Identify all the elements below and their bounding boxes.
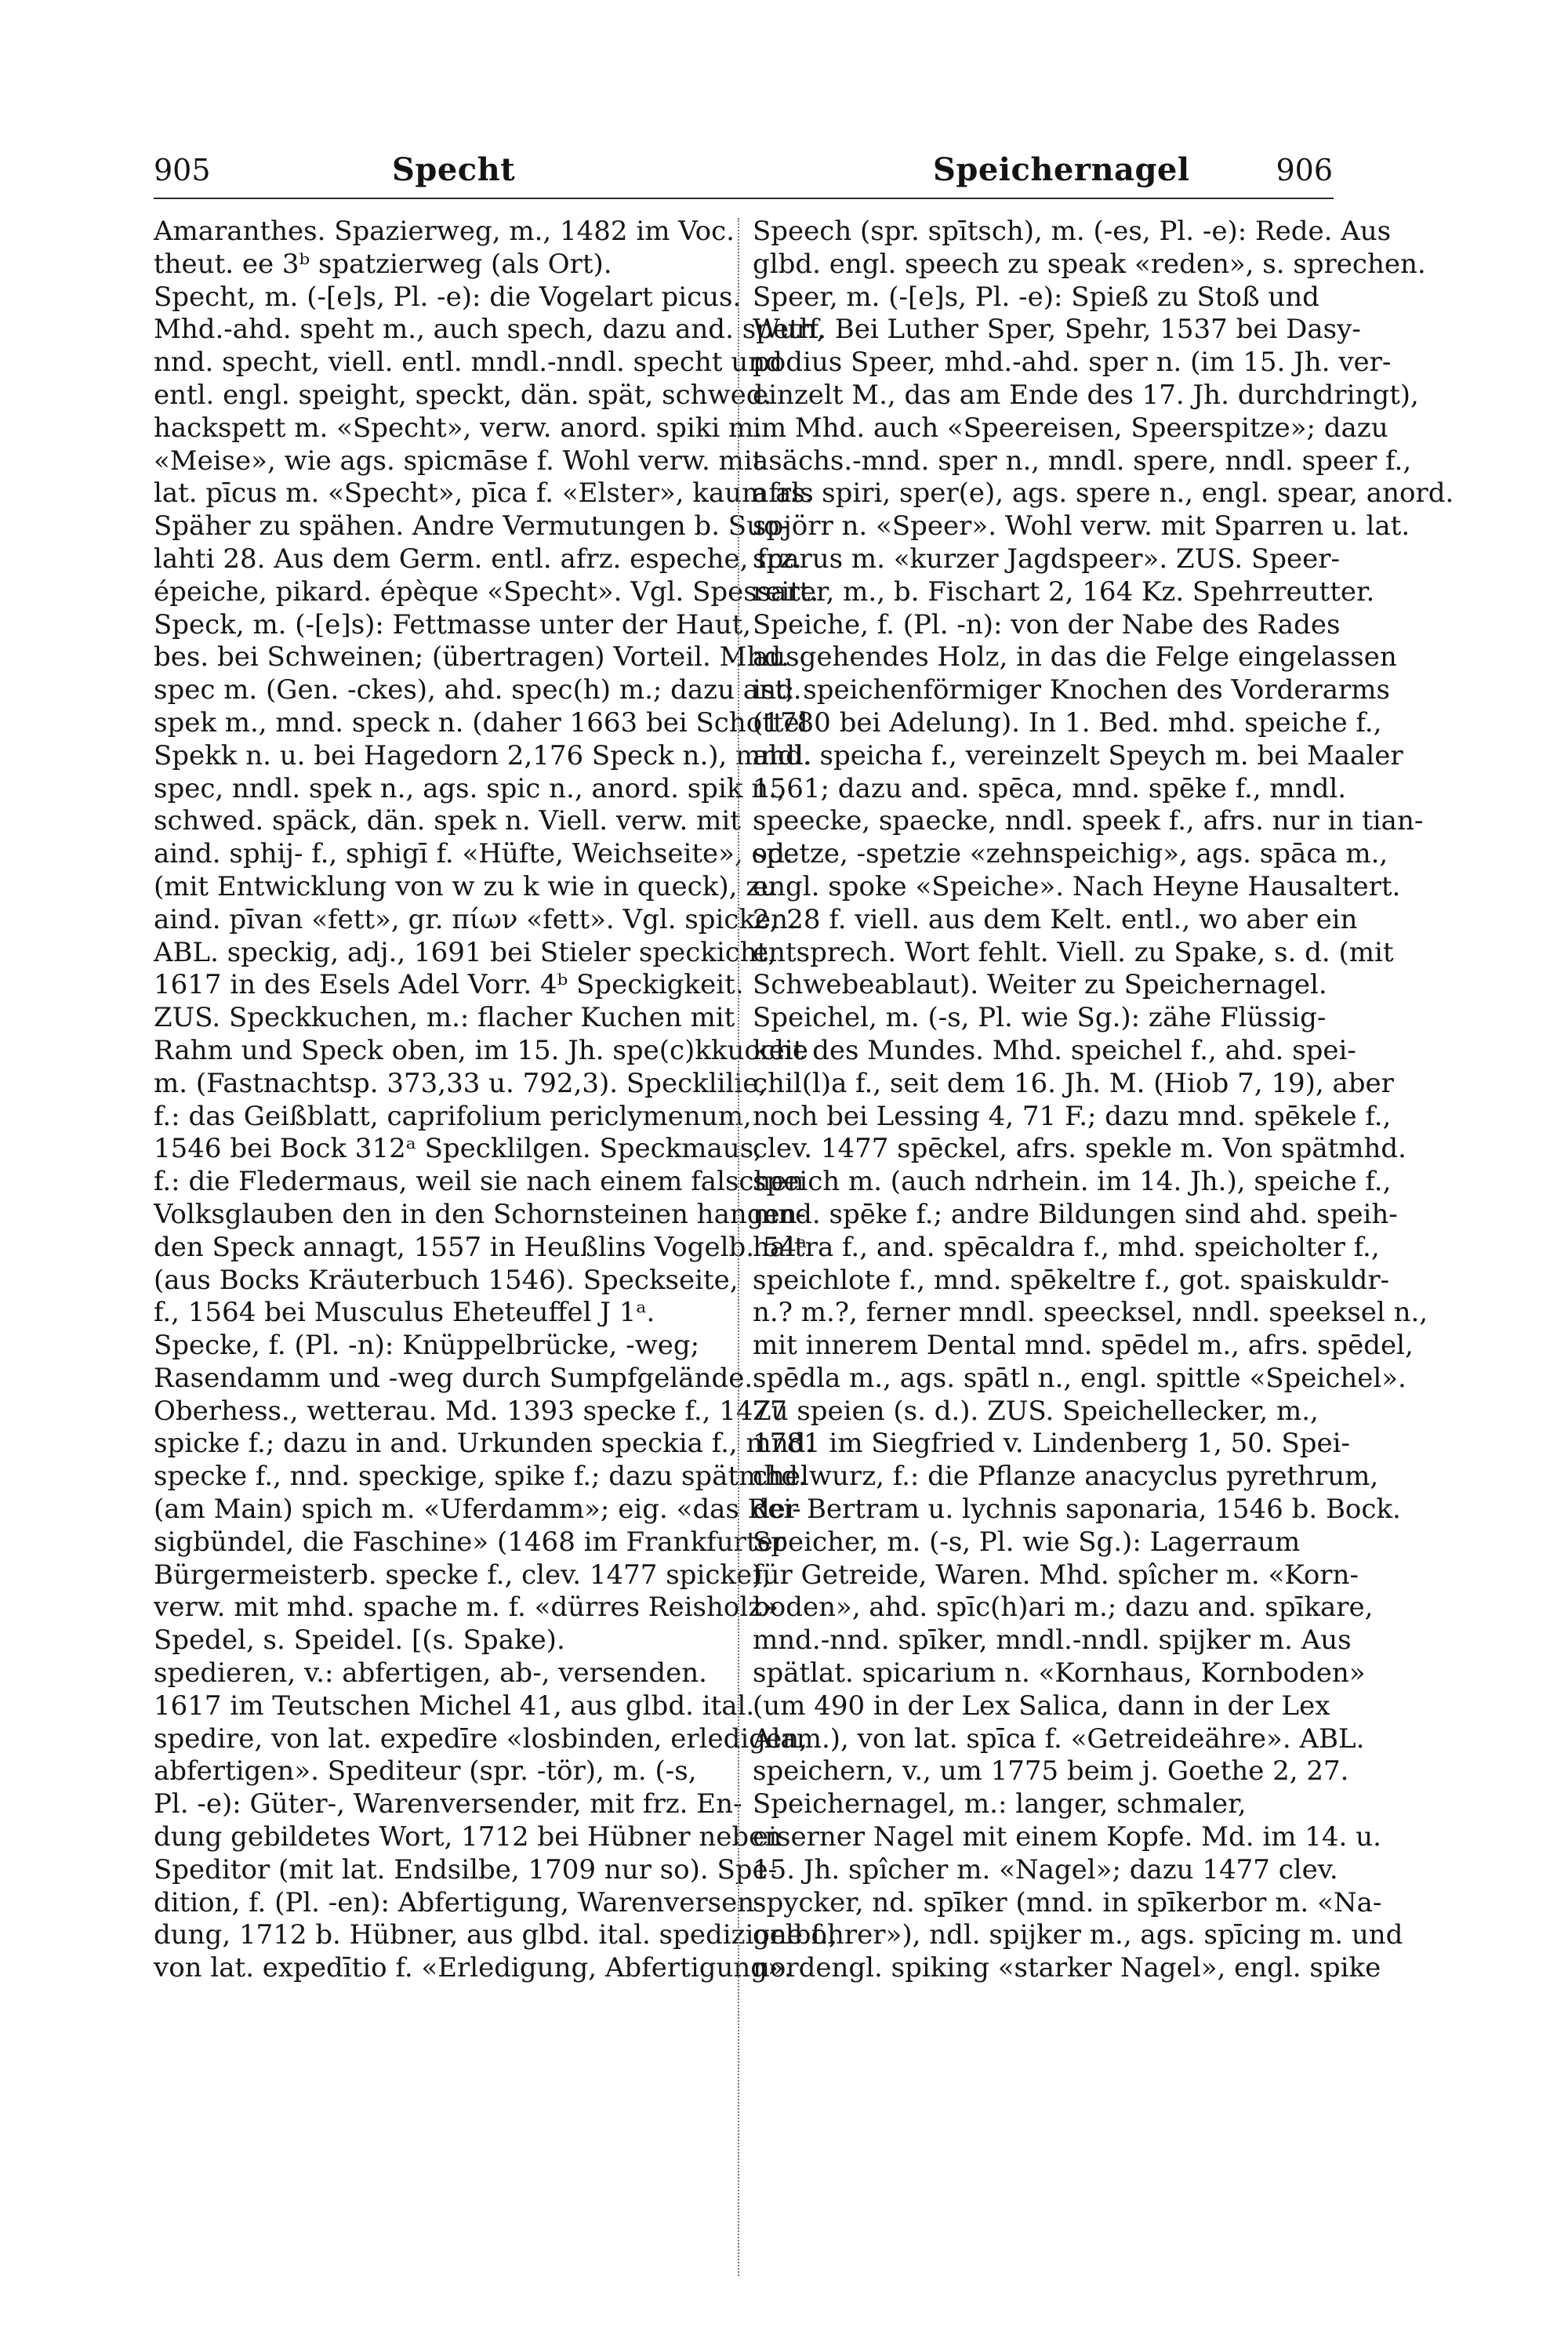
text-line: Amaranthes. Spazierweg, m., 1482 im Voc.	[154, 216, 735, 247]
left-column	[154, 216, 837, 1985]
text-line: keit des Mundes. Mhd. speichel f., ahd. spei-	[753, 1034, 1356, 1066]
text-line: dung gebildetes Wort, 1712 bei Hübner neben	[154, 1821, 782, 1853]
text-line: speichlote f., mnd. spēkeltre f., got. spaiskuldr-	[753, 1264, 1390, 1296]
text-line: verw. mit mhd. spache m. f. «dürres Reisholz»	[154, 1592, 779, 1624]
text-line: ahd. speicha f., vereinzelt Speych m. bei Maaler	[753, 739, 1403, 771]
text-line: Wurf. Bei Luther Sper, Spehr, 1537 bei Dasy-	[753, 314, 1361, 346]
text-line: speich m. (auch ndrhein. im 14. Jh.), speiche f.,	[753, 1166, 1392, 1198]
text-line: 15. Jh. spîcher m. «Nagel»; dazu 1477 clev.	[753, 1853, 1338, 1886]
text-line: Rahm und Speck oben, im 15. Jh. spe(c)kkuoche	[154, 1034, 808, 1066]
text-line: Speiche, f. (Pl. -n): von der Nabe des Rades	[753, 608, 1341, 641]
text-line: Volksglauben den in den Schornsteinen hangen-	[154, 1198, 807, 1230]
text-line: m. (Fastnachtsp. 373,33 u. 792,3). Specklilie,	[154, 1067, 768, 1099]
text-line: (am Main) spich m. «Uferdamm»; eig. «das Rei-	[154, 1494, 801, 1526]
text-line: für Getreide, Waren. Mhd. spîcher m. «Korn-	[753, 1559, 1359, 1591]
text-line: engl. spoke «Speiche». Nach Heyne Hausaltert.	[753, 870, 1401, 902]
text-line: lahti 28. Aus dem Germ. entl. afrz. espeche, frz.	[154, 543, 802, 575]
text-line: speecke, spaecke, nndl. speek f., afrs. nur in tian-	[753, 805, 1424, 837]
header-rule	[154, 198, 1334, 199]
text-line: abfertigen». Spediteur (spr. -tör), m. (-s,	[154, 1755, 697, 1788]
text-line: nordengl. spiking «starker Nagel», engl. spike	[753, 1952, 1381, 1984]
text-line: Speicher, m. (-s, Pl. wie Sg.): Lagerraum	[753, 1526, 1301, 1558]
text-line: Specht, m. (-[e]s, Pl. -e): die Vogelart picus.	[154, 281, 742, 313]
text-line: Mhd.-ahd. speht m., auch spech, dazu and. speth,	[154, 314, 826, 346]
text-line: schwed. späck, dän. spek n. Viell. verw. mit	[154, 805, 741, 837]
text-line: spedieren, v.: abfertigen, ab-, versenden.	[154, 1657, 707, 1690]
text-line: sigbündel, die Faschine» (1468 im Frankfurter	[154, 1526, 786, 1558]
text-line: mnd. spēke f.; andre Bildungen sind ahd. speih-	[753, 1198, 1398, 1230]
text-line: von lat. expedītio f. «Erledigung, Abfertigung».	[154, 1952, 793, 1984]
text-line: 1546 bei Bock 312ᵃ Specklilgen. Speckmaus,	[154, 1133, 762, 1165]
text-line: ZUS. Speckkuchen, m.: flacher Kuchen mit	[154, 1002, 735, 1034]
text-line: spycker, nd. spīker (mnd. in spīkerbor m. «Na-	[753, 1886, 1382, 1918]
text-line: aind. sphij- f., sphigī f. «Hüfte, Weichseite», od.	[154, 838, 793, 870]
text-line: n.? m.?, ferner mndl. speecksel, nndl. speeksel n.,	[753, 1297, 1428, 1329]
text-line: épeiche, pikard. épèque «Specht». Vgl. Spessart.	[154, 575, 819, 608]
text-line: gelbohrer»), ndl. spijker m., ags. spīcing m. und	[753, 1919, 1403, 1951]
text-line: glbd. engl. speech zu speak «reden», s. sprechen.	[753, 248, 1426, 280]
text-line: mit innerem Dental mnd. spēdel m., afrs. spēdel,	[753, 1330, 1414, 1362]
text-line: einzelt M., das am Ende des 17. Jh. durchdringt),	[753, 379, 1419, 411]
right-page-number: 906	[1276, 153, 1333, 187]
text-line: clev. 1477 spēckel, afrs. spekle m. Von spätmhd.	[753, 1133, 1406, 1165]
text-line: spedire, von lat. expedīre «losbinden, erledigen,	[154, 1722, 808, 1755]
text-line: speichern, v., um 1775 beim j. Goethe 2, 27.	[753, 1755, 1349, 1788]
text-line: Pl. -e): Güter-, Warenversender, mit frz. En-	[154, 1788, 742, 1820]
text-line: ist; speichenförmiger Knochen des Vorderarms	[753, 674, 1390, 706]
text-line: Speer, m. (-[e]s, Pl. -e): Spieß zu Stoß und	[753, 281, 1319, 313]
text-line: spek m., mnd. speck n. (daher 1663 bei Schottel	[154, 706, 808, 739]
text-line: asächs.-mnd. sper n., mndl. spere, nndl. speer f.,	[753, 445, 1412, 477]
text-line: Schwebeablaut). Weiter zu Speichernagel.	[753, 969, 1327, 1001]
text-line: spetze, -spetzie «zehnspeichig», ags. spāca m.,	[753, 838, 1388, 870]
text-line: ABL. speckig, adj., 1691 bei Stieler speckicht,	[154, 936, 777, 968]
text-line: boden», ahd. spīc(h)ari m.; dazu and. spīkare,	[753, 1592, 1374, 1624]
text-line: 1617 im Teutschen Michel 41, aus glbd. ital.	[154, 1690, 755, 1722]
text-line: spēdla m., ags. spātl n., engl. spittle «Speichel».	[753, 1362, 1406, 1394]
text-line: Alam.), von lat. spīca f. «Getreideähre». ABL.	[753, 1722, 1365, 1755]
text-line: specke f., nnd. speckige, spike f.; dazu spätmhd.	[154, 1461, 807, 1493]
text-line: bes. bei Schweinen; (übertragen) Vorteil. Mhd.	[154, 641, 789, 673]
text-line: Speichel, m. (-s, Pl. wie Sg.): zähe Flüssig-	[753, 1002, 1327, 1034]
text-line: Speck, m. (-[e]s): Fettmasse unter der Haut,	[154, 608, 752, 641]
text-line: haltra f., and. spēcaldra f., mhd. speicholter f.,	[753, 1231, 1380, 1263]
text-line: spjörr n. «Speer». Wohl verw. mit Sparren u. lat.	[753, 510, 1410, 543]
text-line: spec, nndl. spek n., ags. spic n., anord. spik n.,	[154, 772, 786, 804]
text-line: (aus Bocks Kräuterbuch 1546). Speckseite,	[154, 1264, 739, 1296]
text-line: dung, 1712 b. Hübner, aus glbd. ital. spedizione f.,	[154, 1919, 837, 1951]
text-line: im Mhd. auch «Speereisen, Speerspitze»; dazu	[753, 412, 1388, 444]
text-line: Bürgermeisterb. specke f., clev. 1477 spicke),	[154, 1559, 771, 1591]
text-line: spicke f.; dazu in and. Urkunden speckia f., mnd.	[154, 1428, 815, 1460]
text-line: 1617 in des Esels Adel Vorr. 4ᵇ Speckigkeit.	[154, 969, 744, 1001]
text-line: (mit Entwicklung von w zu k wie in queck), zu	[154, 870, 778, 902]
text-line: Speichernagel, m.: langer, schmaler,	[753, 1788, 1247, 1820]
text-line: Zu speien (s. d.). ZUS. Speichellecker, m.,	[753, 1395, 1319, 1427]
text-line: Spedel, s. Speidel. [(s. Spake).	[154, 1624, 565, 1657]
text-line: entsprech. Wort fehlt. Viell. zu Spake, s. d. (mit	[753, 936, 1394, 968]
text-line: Specke, f. (Pl. -n): Knüppelbrücke, -weg;	[154, 1330, 700, 1362]
text-line: reiter, m., b. Fischart 2, 164 Kz. Spehrreutter.	[753, 575, 1375, 608]
text-line: noch bei Lessing 4, 71 F.; dazu mnd. spēkele f.,	[753, 1100, 1392, 1132]
column-divider	[738, 218, 739, 2276]
text-line: theut. ee 3ᵇ spatzierweg (als Ort).	[154, 248, 612, 280]
text-line: (um 490 in der Lex Salica, dann in der Lex	[753, 1690, 1330, 1722]
text-line: «Meise», wie ags. spicmāse f. Wohl verw. mit	[154, 445, 764, 477]
text-line: spec m. (Gen. -ckes), ahd. spec(h) m.; dazu and.	[154, 674, 802, 706]
text-line: lat. pīcus m. «Specht», pīca f. «Elster», kaum als	[154, 477, 814, 510]
text-line: f.: die Fledermaus, weil sie nach einem falschen	[154, 1166, 804, 1198]
right-running-head: Speichernagel	[933, 151, 1190, 188]
text-line: Späher zu spähen. Andre Vermutungen b. Suo-	[154, 510, 789, 543]
text-line: Oberhess., wetterau. Md. 1393 specke f., 1477	[154, 1395, 787, 1427]
text-line: der Bertram u. lychnis saponaria, 1546 b. Bock.	[753, 1494, 1401, 1526]
text-line: chil(l)a f., seit dem 16. Jh. M. (Hiob 7, 19), aber	[753, 1067, 1394, 1099]
text-line: den Speck annagt, 1557 in Heußlins Vogelb. 54ᵃ	[154, 1231, 808, 1263]
text-line: nnd. specht, viell. entl. mndl.-nndl. specht und	[154, 347, 782, 379]
text-line: 2, 28 f. viell. aus dem Kelt. entl., wo aber ein	[753, 903, 1358, 935]
text-line: chelwurz, f.: die Pflanze anacyclus pyrethrum,	[753, 1461, 1379, 1493]
text-line: dition, f. (Pl. -en): Abfertigung, Warenversen-	[154, 1886, 764, 1918]
text-line: afrs. spiri, sper(e), ags. spere n., engl. spear, anord.	[753, 477, 1454, 510]
text-line: aind. pīvan «fett», gr. πίων «fett». Vgl. spicken.	[154, 903, 797, 935]
text-line: entl. engl. speight, speckt, dän. spät, schwed.	[154, 379, 772, 411]
text-line: mnd.-nnd. spīker, mndl.-nndl. spijker m. Aus	[753, 1624, 1352, 1657]
right-column	[753, 216, 1454, 1985]
text-line: Speditor (mit lat. Endsilbe, 1709 nur so). Spe-	[154, 1853, 778, 1886]
text-line: Spekk n. u. bei Hagedorn 2,176 Speck n.), mndl.	[154, 739, 812, 771]
text-line: (1780 bei Adelung). In 1. Bed. mhd. speiche f.,	[753, 706, 1382, 739]
text-line: hackspett m. «Specht», verw. anord. spiki m.	[154, 412, 763, 444]
text-line: f.: das Geißblatt, caprifolium periclymenum,	[154, 1100, 752, 1132]
text-line: Speech (spr. spītsch), m. (-es, Pl. -e): Rede. Aus	[753, 216, 1392, 247]
text-line: podius Speer, mhd.-ahd. sper n. (im 15. Jh. ver-	[753, 347, 1392, 379]
text-line: spätlat. spicarium n. «Kornhaus, Kornboden»	[753, 1657, 1366, 1690]
left-page-number: 905	[154, 153, 211, 187]
text-line: 1561; dazu and. spēca, mnd. spēke f., mndl.	[753, 772, 1347, 804]
text-line: sparus m. «kurzer Jagdspeer». ZUS. Speer-	[753, 543, 1340, 575]
text-line: 1781 im Siegfried v. Lindenberg 1, 50. Spei-	[753, 1428, 1351, 1460]
text-line: ausgehendes Holz, in das die Felge eingelassen	[753, 641, 1397, 673]
text-line: f., 1564 bei Musculus Eheteuffel J 1ᵃ.	[154, 1297, 655, 1329]
left-running-head: Specht	[392, 151, 516, 188]
text-line: Rasendamm und -weg durch Sumpfgelände.	[154, 1362, 753, 1394]
text-line: eiserner Nagel mit einem Kopfe. Md. im 14. u.	[753, 1821, 1381, 1853]
